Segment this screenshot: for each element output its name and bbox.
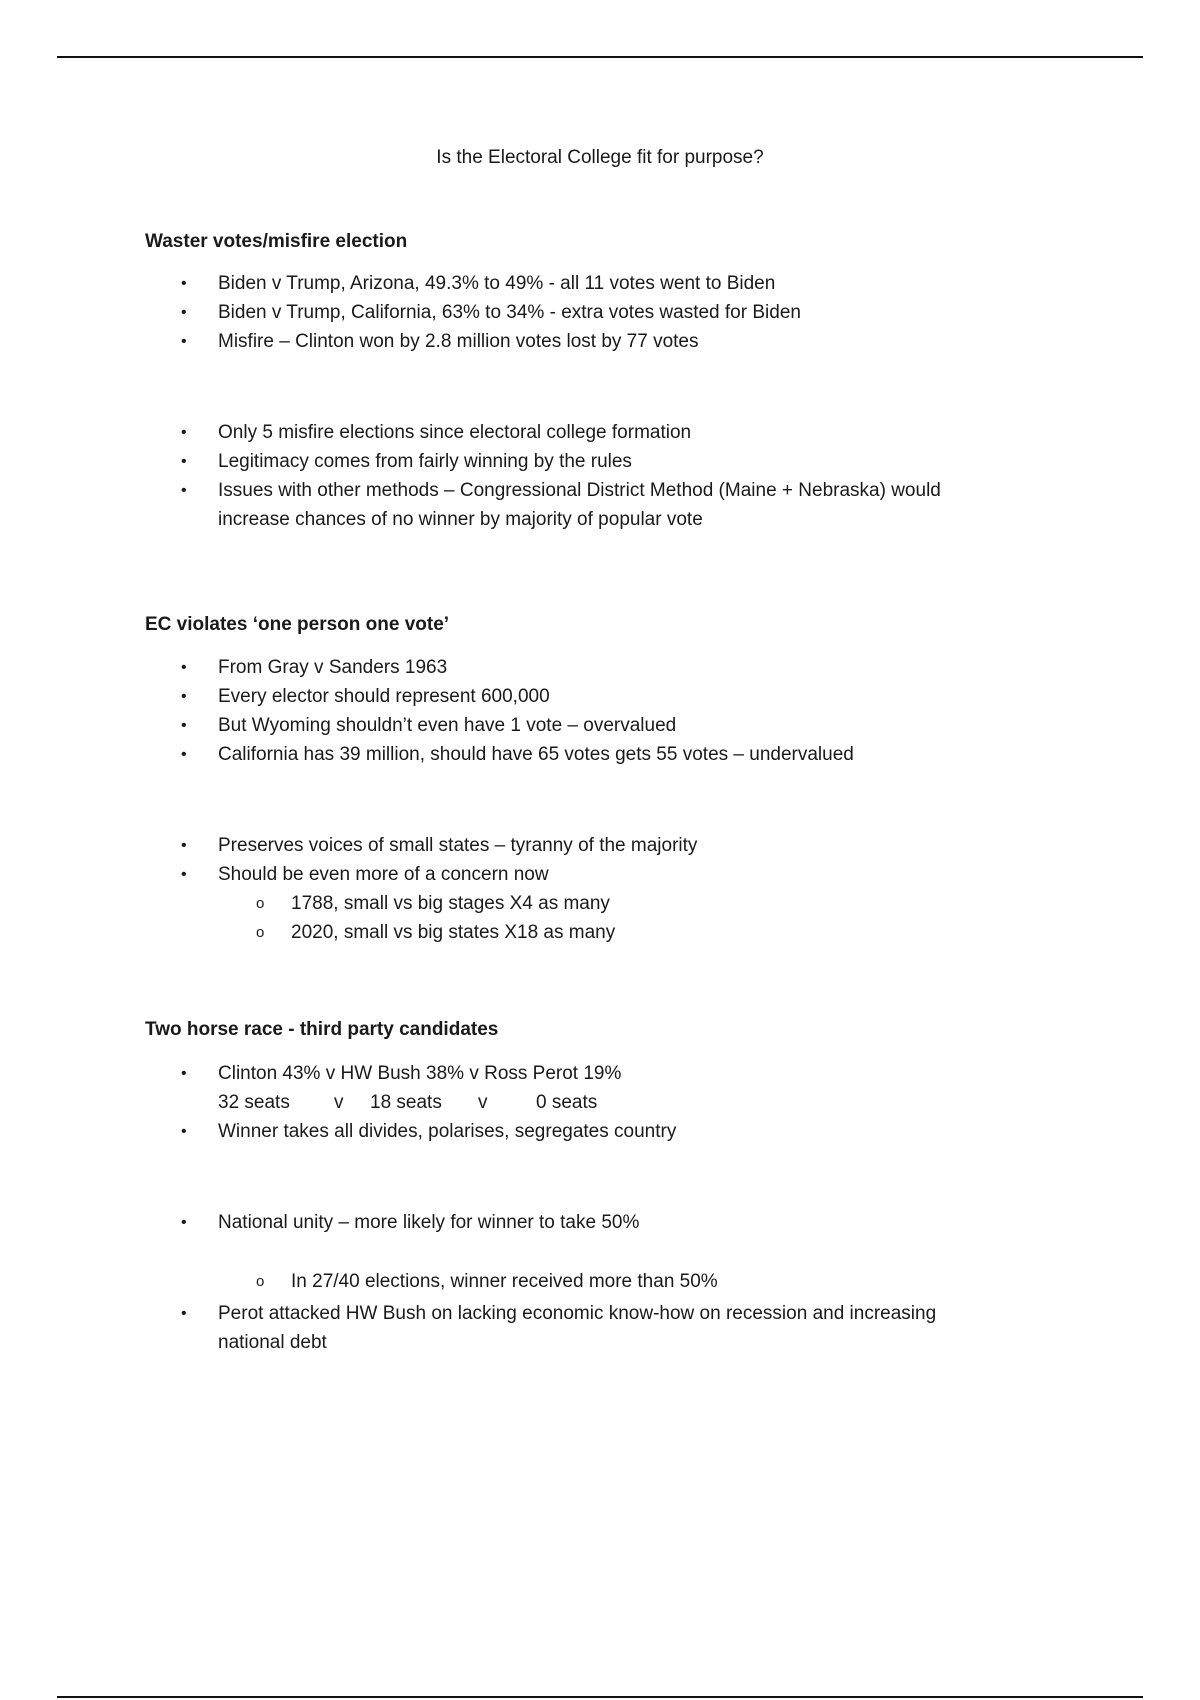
section-heading-two-horse-race: Two horse race - third party candidates: [145, 1019, 499, 1040]
list-item: From Gray v Sanders 1963: [218, 657, 448, 678]
sub-bullet-icon: o: [256, 1273, 265, 1290]
list-item-continuation: national debt: [218, 1332, 327, 1353]
list-item: Only 5 misfire elections since electoral college formation: [218, 422, 692, 443]
header-rule: [57, 56, 1143, 58]
seats-bush: 18 seats: [370, 1092, 442, 1113]
list-item: Preserves voices of small states – tyranny of the majority: [218, 835, 698, 856]
list-item: Should be even more of a concern now: [218, 864, 549, 885]
document-title: Is the Electoral College fit for purpose?: [436, 147, 764, 168]
sub-list-item: In 27/40 elections, winner received more than 50%: [291, 1271, 718, 1292]
versus-label: v: [334, 1092, 344, 1113]
list-item: Misfire – Clinton won by 2.8 million votes lost by 77 votes: [218, 331, 699, 352]
bullet-icon: •: [181, 482, 187, 499]
bullet-icon: •: [181, 659, 187, 676]
bullet-icon: •: [181, 304, 187, 321]
list-item-continuation: increase chances of no winner by majority of popular vote: [218, 509, 703, 530]
bullet-icon: •: [181, 1065, 187, 1082]
list-item: California has 39 million, should have 65 votes gets 55 votes – undervalued: [218, 744, 854, 765]
section-heading-wasted-votes: Waster votes/misfire election: [145, 231, 408, 252]
list-item: Biden v Trump, Arizona, 49.3% to 49% - all 11 votes went to Biden: [218, 273, 776, 294]
list-item: Perot attacked HW Bush on lacking economic know-how on recession and increasing: [218, 1303, 937, 1324]
list-item: But Wyoming shouldn’t even have 1 vote – overvalued: [218, 715, 677, 736]
bullet-icon: •: [181, 333, 187, 350]
sub-bullet-icon: o: [256, 895, 265, 912]
bullet-icon: •: [181, 866, 187, 883]
bullet-icon: •: [181, 1305, 187, 1322]
seats-perot: 0 seats: [536, 1092, 598, 1113]
bullet-icon: •: [181, 746, 187, 763]
seats-clinton: 32 seats: [218, 1092, 290, 1113]
list-item: Legitimacy comes from fairly winning by the rules: [218, 451, 632, 472]
bullet-icon: •: [181, 1123, 187, 1140]
sub-bullet-icon: o: [256, 924, 265, 941]
bullet-icon: •: [181, 837, 187, 854]
section-heading-one-person-one-vote: EC violates ‘one person one vote’: [145, 614, 450, 635]
list-item: Winner takes all divides, polarises, segregates country: [218, 1121, 677, 1142]
list-item: Biden v Trump, California, 63% to 34% - extra votes wasted for Biden: [218, 302, 801, 323]
bullet-icon: •: [181, 453, 187, 470]
list-item: Every elector should represent 600,000: [218, 686, 550, 707]
seats-row: [218, 1091, 597, 1115]
footer-rule: [57, 1696, 1143, 1698]
bullet-icon: •: [181, 424, 187, 441]
bullet-icon: •: [181, 688, 187, 705]
sub-list-item: 1788, small vs big stages X4 as many: [291, 893, 610, 914]
bullet-icon: •: [181, 1214, 187, 1231]
bullet-icon: •: [181, 275, 187, 292]
list-item: Issues with other methods – Congressional District Method (Maine + Nebraska) would: [218, 480, 941, 501]
versus-label: v: [478, 1092, 488, 1113]
list-item: Clinton 43% v HW Bush 38% v Ross Perot 19%: [218, 1063, 622, 1084]
sub-list-item: 2020, small vs big states X18 as many: [291, 922, 616, 943]
bullet-icon: •: [181, 717, 187, 734]
list-item: National unity – more likely for winner to take 50%: [218, 1212, 640, 1233]
